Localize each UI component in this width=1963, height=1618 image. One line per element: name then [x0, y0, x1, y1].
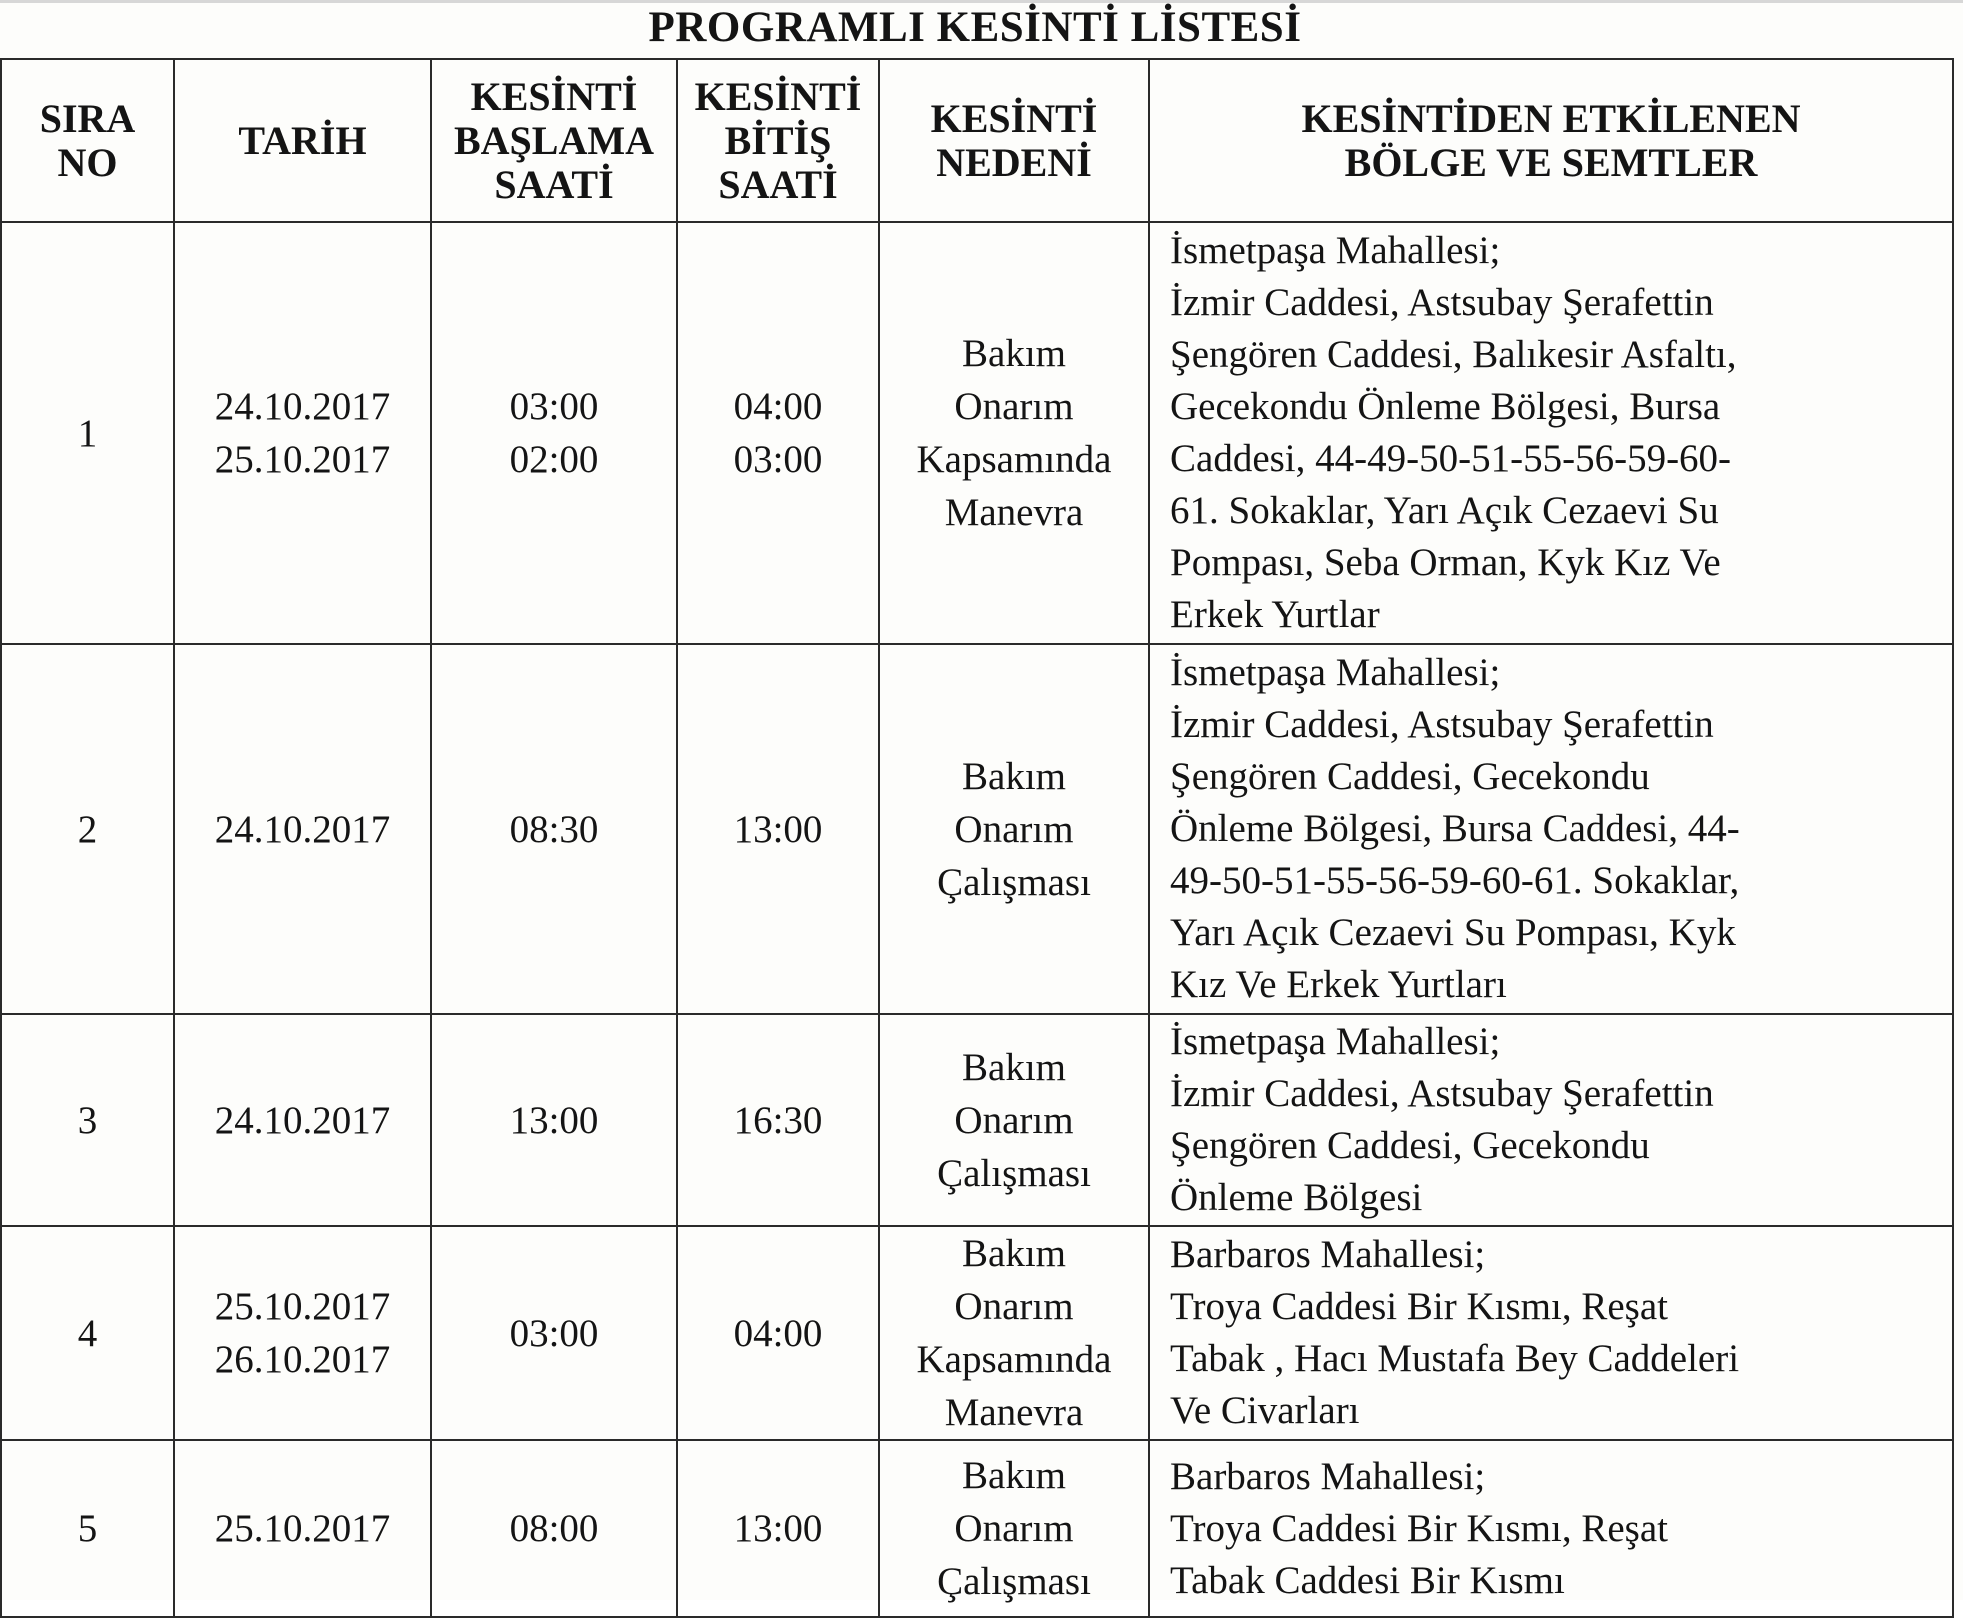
- cell-bolge: İsmetpaşa Mahallesi; İzmir Caddesi, Astsubay Şerafettin Şengören Caddesi, Balıkesir Asfaltı, Gecekondu Önleme Bölgesi, Bursa Caddesi, 44-49-50-51-55-56-59-60- 61. Sokaklar, Yarı Açık Cezaevi Su Pompası, Seba Orman, Kyk Kız Ve Erkek Yurtlar: [1149, 222, 1953, 644]
- cell-baslama: 13:00: [431, 1014, 677, 1226]
- cell-bolge: İsmetpaşa Mahallesi; İzmir Caddesi, Astsubay Şerafettin Şengören Caddesi, Gecekondu Önleme Bölgesi, Bursa Caddesi, 44- 49-50-51-55-56-59-60-61. Sokaklar, Yarı Açık Cezaevi Su Pompası, Kyk Kız Ve Erkek Yurtları: [1149, 644, 1953, 1014]
- outage-table: [0, 58, 1954, 1618]
- table-row: [1, 1226, 1953, 1440]
- cell-baslama: 08:30: [431, 644, 677, 1014]
- cell-bolge: İsmetpaşa Mahallesi; İzmir Caddesi, Astsubay Şerafettin Şengören Caddesi, Gecekondu Önleme Bölgesi: [1149, 1014, 1953, 1226]
- cell-no: 1: [1, 222, 174, 644]
- cell-bolge: Barbaros Mahallesi; Troya Caddesi Bir Kısmı, Reşat Tabak Caddesi Bir Kısmı: [1149, 1440, 1953, 1617]
- cell-bitis: 13:00: [677, 644, 879, 1014]
- cell-tarih: 25.10.2017: [174, 1440, 431, 1617]
- cell-no: 3: [1, 1014, 174, 1226]
- header-baslama-saati: KESİNTİ BAŞLAMA SAATİ: [431, 59, 677, 222]
- table-row: [1, 222, 1953, 644]
- cell-baslama: 03:00: [431, 1226, 677, 1440]
- cell-no: 4: [1, 1226, 174, 1440]
- cell-no: 2: [1, 644, 174, 1014]
- cell-neden: Bakım Onarım Çalışması: [879, 644, 1149, 1014]
- cell-tarih: 24.10.2017: [174, 1014, 431, 1226]
- table-row: [1, 1014, 1953, 1226]
- cell-baslama: 03:00 02:00: [431, 222, 677, 644]
- table-header-row: [1, 59, 1953, 222]
- cell-bitis: 16:30: [677, 1014, 879, 1226]
- table-row: [1, 1440, 1953, 1617]
- cell-neden: Bakım Onarım Çalışması: [879, 1014, 1149, 1226]
- cell-baslama: 08:00: [431, 1440, 677, 1617]
- page-title: PROGRAMLI KESİNTİ LİSTESİ: [648, 4, 1302, 51]
- cell-bitis: 04:00 03:00: [677, 222, 879, 644]
- cell-bitis: 13:00: [677, 1440, 879, 1617]
- cell-neden: Bakım Onarım Çalışması: [879, 1440, 1149, 1617]
- header-sira-no: SIRA NO: [1, 59, 174, 222]
- cell-tarih: 24.10.2017: [174, 644, 431, 1014]
- cell-neden: Bakım Onarım Kapsamında Manevra: [879, 222, 1149, 644]
- cell-tarih: 24.10.2017 25.10.2017: [174, 222, 431, 644]
- header-kesinti-nedeni: KESİNTİ NEDENİ: [879, 59, 1149, 222]
- cell-bitis: 04:00: [677, 1226, 879, 1440]
- header-etkilenen-bolgeler: KESİNTİDEN ETKİLENEN BÖLGE VE SEMTLER: [1149, 59, 1953, 222]
- header-tarih: TARİH: [174, 59, 431, 222]
- cell-neden: Bakım Onarım Kapsamında Manevra: [879, 1226, 1149, 1440]
- cell-tarih: 25.10.2017 26.10.2017: [174, 1226, 431, 1440]
- cell-bolge: Barbaros Mahallesi; Troya Caddesi Bir Kısmı, Reşat Tabak , Hacı Mustafa Bey Caddeleri Ve Civarları: [1149, 1226, 1953, 1440]
- cell-no: 5: [1, 1440, 174, 1617]
- table-row: [1, 644, 1953, 1014]
- header-bitis-saati: KESİNTİ BİTİŞ SAATİ: [677, 59, 879, 222]
